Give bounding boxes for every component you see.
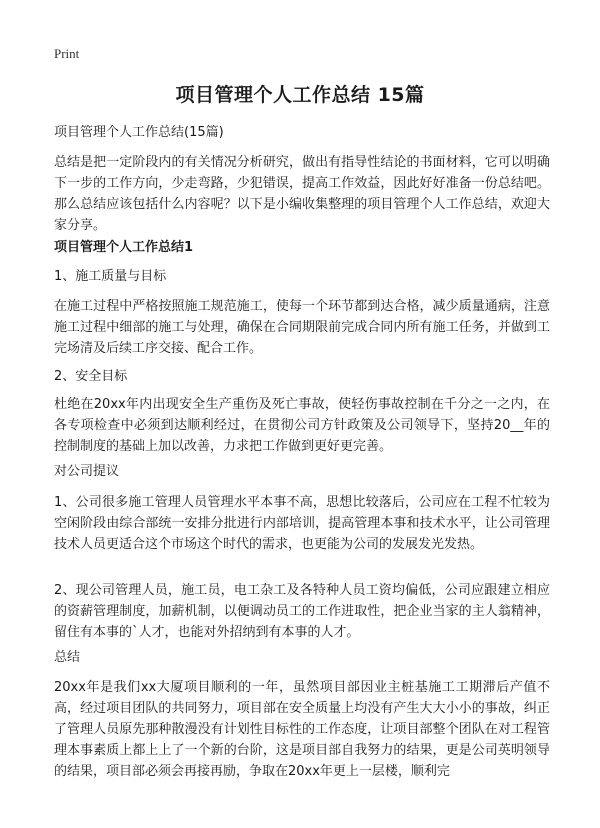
subtitle: 项目管理个人工作总结(15篇) (54, 125, 224, 140)
summary-heading: 总结 (54, 650, 81, 665)
summary-heading-block (54, 647, 550, 668)
advice-heading: 对公司提议 (54, 464, 120, 479)
item2-body-block (54, 394, 550, 457)
subtitle-block (54, 122, 550, 143)
item1-heading-block (54, 266, 550, 287)
section-heading: 项目管理个人工作总结1 (54, 240, 194, 255)
item2-paragraph: 杜绝在20xx年内出现安全生产重伤及死亡事故，使轻伤事故控制在千分之一之内，在各专项检查中必须到达顺利经过，在贯彻公司方针政策及公司领导下，坚持20__年的控制制度的基础上加以改善，力求把工作做到更好更完善。 (54, 397, 550, 454)
advice2-block (54, 580, 550, 643)
intro-block (54, 152, 550, 236)
item1-body-block (54, 296, 550, 359)
summary-block (54, 677, 550, 782)
summary-paragraph: 20xx年是我们xx大厦项目顺利的一年，虽然项目部因业主桩基施工工期滞后产值不高，经过项目团队的共同努力，项目部在安全质量上均没有产生大大小小的事故，纠正了管理人员原先那种散漫没有计划性目标性的工作态度，让项目部整个团队在对工程管理本事素质上都上上了一个新的台阶，这是项目部自我努力的结果，更是公司英明领导的结果，项目部必须会再接再励，争取在20xx年更上一层楼，顺利完 (54, 680, 550, 779)
intro-paragraph: 总结是把一定阶段内的有关情况分析研究，做出有指导性结论的书面材料，它可以明确下一步的工作方向，少走弯路，少犯错误，提高工作效益，因此好好准备一份总结吧。那么总结应该包括什么内容呢？以下是小编收集整理的项目管理个人工作总结，欢迎大家分享。 (54, 155, 550, 233)
item1-heading: 1、施工质量与目标 (54, 269, 167, 284)
advice-heading-block (54, 461, 550, 482)
print-link[interactable]: Print (54, 46, 80, 61)
advice1-paragraph: 1、公司很多施工管理人员管理水平本事不高，思想比较落后，公司应在工程不忙较为空闲阶段由综合部统一安排分批进行内部培训，提高管理本事和技术水平，让公司管理技术人员更适合这个市场这个时代的需求，也更能为公司的发展发光发热。 (54, 495, 550, 552)
item1-paragraph: 在施工过程中严格按照施工规范施工，使每一个环节都到达合格，减少质量通病，注意施工过程中细部的施工与处理，确保在合同期限前完成合同内所有施工任务，并做到工完场清及后续工序交接、配合工作。 (54, 299, 550, 356)
item2-heading-block (54, 366, 550, 387)
section1-heading-block (54, 237, 550, 258)
item2-heading: 2、安全目标 (54, 369, 128, 384)
advice2-paragraph: 2、现公司管理人员，施工员，电工杂工及各特种人员工资均偏低，公司应跟建立相应的资薪管理制度，加薪机制，以便调动员工的工作进取性，把企业当家的主人翁精神，留住有本事的`人才，也能对外招纳到有本事的人才。 (54, 583, 550, 640)
advice1-block (54, 492, 550, 555)
page-title: 项目管理个人工作总结 15篇 (175, 84, 425, 106)
